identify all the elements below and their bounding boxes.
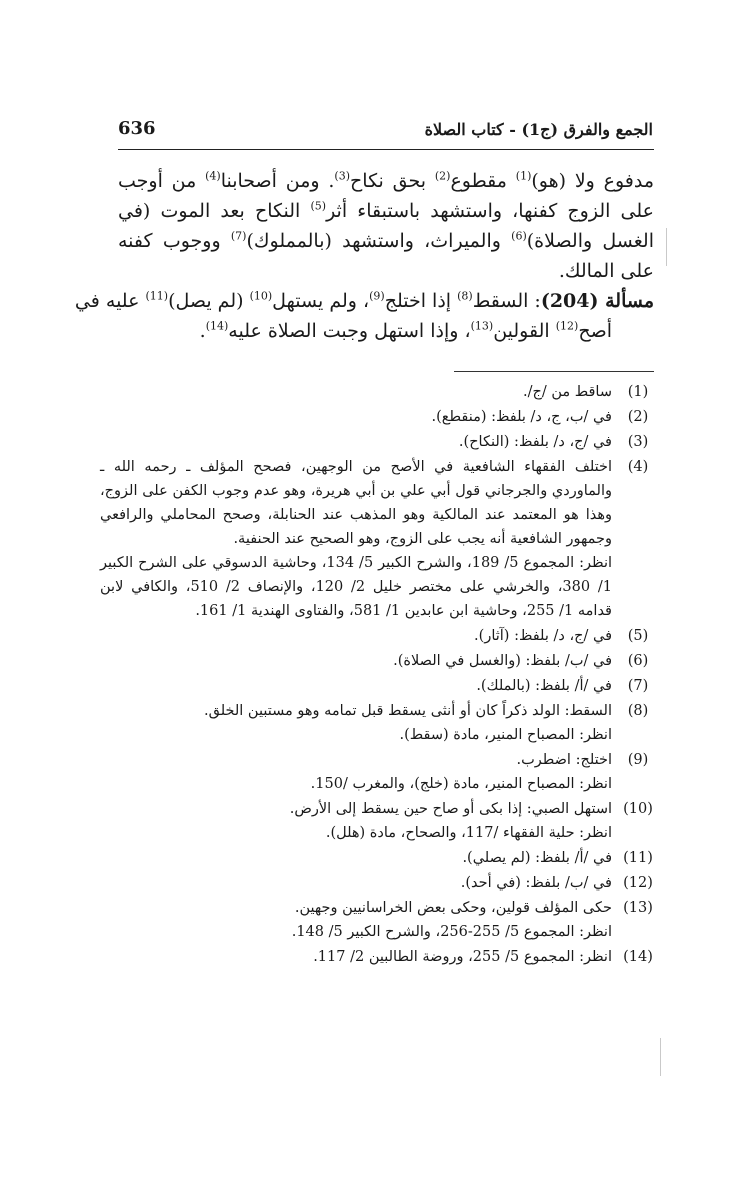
footnote-ref-6[interactable]: (6) — [511, 229, 527, 243]
footnote-separator — [454, 371, 654, 372]
footnote — [100, 380, 656, 404]
footnote — [100, 846, 656, 870]
footnote-number: (4) — [627, 459, 649, 475]
text-run: . ومن أصحابنا — [220, 170, 335, 192]
footnote-text: في /ب/ بلفظ: (في أحد). — [460, 875, 612, 891]
footnote-ref-8[interactable]: (8) — [457, 289, 473, 303]
footnote-number: (2) — [627, 409, 649, 425]
text-run: ، وإذا استهل وجبت الصلاة عليه — [228, 320, 471, 342]
footnote-text: حكى المؤلف قولين، وحكى بعض الخراسانيين وجهين. — [294, 900, 612, 916]
footnote-number: (3) — [627, 434, 649, 450]
footnote-text: في /ج، د/ بلفظ: (النكاح). — [458, 434, 612, 450]
footnote-number: (1) — [627, 384, 649, 400]
footnote-ref-1[interactable]: (1) — [515, 169, 532, 183]
footnote-text: اختلج: اضطرب. — [516, 752, 612, 768]
footnote-text: انظر: المصباح المنير، مادة (خلج)، والمغرب /150. — [310, 776, 612, 792]
footnote-ref-14[interactable]: (14) — [205, 319, 229, 333]
text-run: إذا اختلج — [384, 290, 458, 312]
footnote-text: انظر: المجموع 5/ 189، والشرح الكبير 5/ 134، وحاشية الدسوقي على الشرح الكبير 1/ 380، والخرشي على مختصر خليل 2/ 120، والإنصاف 2/ 510، والكافي لابن قدامه 1/ 255، وحاشية ابن عابدين 1/ 581، والفتاوى الهندية 1/ 161. — [100, 555, 613, 619]
main-text — [118, 166, 654, 286]
footnote-ref-5[interactable]: (5) — [310, 199, 327, 213]
footnote-number: (14) — [623, 949, 653, 965]
running-header — [118, 118, 653, 148]
footnote-ref-2[interactable]: (2) — [434, 169, 451, 183]
footnote-text: استهل الصبي: إذا بكى أو صاح حين يسقط إلى الأرض. — [289, 801, 612, 817]
footnote-text: في /ب/ بلفظ: (والغسل في الصلاة). — [393, 653, 612, 669]
footnote-text: ساقط من /ج/. — [522, 384, 612, 400]
footnote-ref-9[interactable]: (9) — [369, 289, 385, 303]
footnote — [100, 896, 656, 944]
text-run: ، ولم يستهل — [272, 290, 370, 312]
masala-line-2 — [118, 316, 654, 346]
footnote-text: انظر: المجموع 5/ 255-256، والشرح الكبير 5/ 148. — [291, 924, 612, 940]
footnote-text: في /ب، ج، د/ بلفظ: (منقطع). — [431, 409, 612, 425]
footnote-number: (10) — [623, 801, 653, 817]
footnote-ref-7[interactable]: (7) — [230, 229, 247, 243]
footnote — [100, 748, 656, 796]
footnote-ref-10[interactable]: (10) — [249, 289, 273, 303]
text-run: . — [199, 320, 206, 342]
text-run: القولين — [493, 320, 556, 342]
footnote-number: (7) — [627, 678, 649, 694]
text-run: من أوجب على الزوج كفنها، واستشهد باستبقاء أثر — [118, 170, 655, 222]
masala-204 — [74, 286, 654, 346]
footnote — [100, 455, 656, 623]
footnote-number: (8) — [627, 703, 649, 719]
footnote-text: انظر: المجموع 5/ 255، وروضة الطالبين 2/ 117. — [313, 949, 612, 965]
text-run: والميراث، واستشهد (بالمملوك) — [246, 230, 512, 252]
footnote — [100, 624, 656, 648]
footnote-text: السقط: الولد ذكراً كان أو أنثى يسقط قبل تمامه وهو مستبين الخلق. — [204, 703, 612, 719]
text-run: مقطوع — [450, 170, 516, 192]
footnote-text: في /ج، د/ بلفظ: (آثار). — [474, 628, 612, 644]
footnote — [100, 871, 656, 895]
text-run: أصح — [578, 320, 612, 342]
footnote-number: (9) — [627, 752, 649, 768]
text-run: ووجوب كفنه على المالك. — [118, 230, 654, 282]
footnote-number: (13) — [623, 900, 653, 916]
footnote-text: اختلف الفقهاء الشافعية في الأصح من الوجهين، فصحح المؤلف ـ رحمه الله ـ والماوردي والجرجاني قول أبي علي بن أبي هريرة، وهو عدم وجوب الكفن على الزوج، وهذا هو المعتمد عند المالكية وهو المذهب عند الحنابلة، وصحح المحاملي والرافعي وجمهور الشافعية أنه يجب على الزوج، وهو الصحيح عند الحنفية. — [100, 459, 612, 547]
footnote — [100, 797, 656, 845]
masala-line-1 — [74, 286, 654, 316]
masala-label: مسألة (204) — [540, 290, 654, 312]
footnote — [100, 699, 656, 747]
footnote-ref-12[interactable]: (12) — [555, 319, 579, 333]
paragraph-1 — [118, 166, 654, 286]
footnote-text: انظر: المصباح المنير، مادة (سقط). — [399, 727, 612, 743]
footnote — [100, 945, 656, 969]
footnote — [100, 405, 656, 429]
footnote — [100, 649, 656, 673]
footnote-text: انظر: حلية الفقهاء /117، والصحاح، مادة (هلل). — [325, 825, 612, 841]
text-run: مدفوع ولا (هو) — [531, 170, 655, 192]
scan-margin-mark — [666, 228, 667, 266]
footnote-ref-13[interactable]: (13) — [470, 319, 494, 333]
footnote-text: في /أ/ بلفظ: (بالملك). — [476, 678, 612, 694]
text-run: (لم يصل) — [168, 290, 250, 312]
footnote-number: (6) — [627, 653, 649, 669]
footnote — [100, 674, 656, 698]
footnote — [100, 430, 656, 454]
text-run: بحق نكاح — [350, 170, 435, 192]
running-title: الجمع والفرق (ج1) - كتاب الصلاة — [424, 120, 653, 139]
footnote-ref-11[interactable]: (11) — [145, 289, 169, 303]
footnote-number: (12) — [623, 875, 653, 891]
footnote-ref-3[interactable]: (3) — [334, 169, 351, 183]
footnote-number: (11) — [623, 850, 653, 866]
footnote-ref-4[interactable]: (4) — [205, 169, 221, 183]
footnotes — [100, 380, 656, 970]
footnote-text: في /أ/ بلفظ: (لم يصلي). — [462, 850, 612, 866]
footnote-number: (5) — [627, 628, 649, 644]
text-run: النكاح بعد الموت (في الغسل والصلاة) — [118, 200, 654, 252]
scan-margin-mark — [660, 1038, 661, 1076]
page-number: 636 — [118, 118, 156, 139]
text-run: عليه في — [74, 290, 146, 312]
text-run: : السقط — [472, 290, 541, 312]
header-rule — [118, 149, 654, 150]
